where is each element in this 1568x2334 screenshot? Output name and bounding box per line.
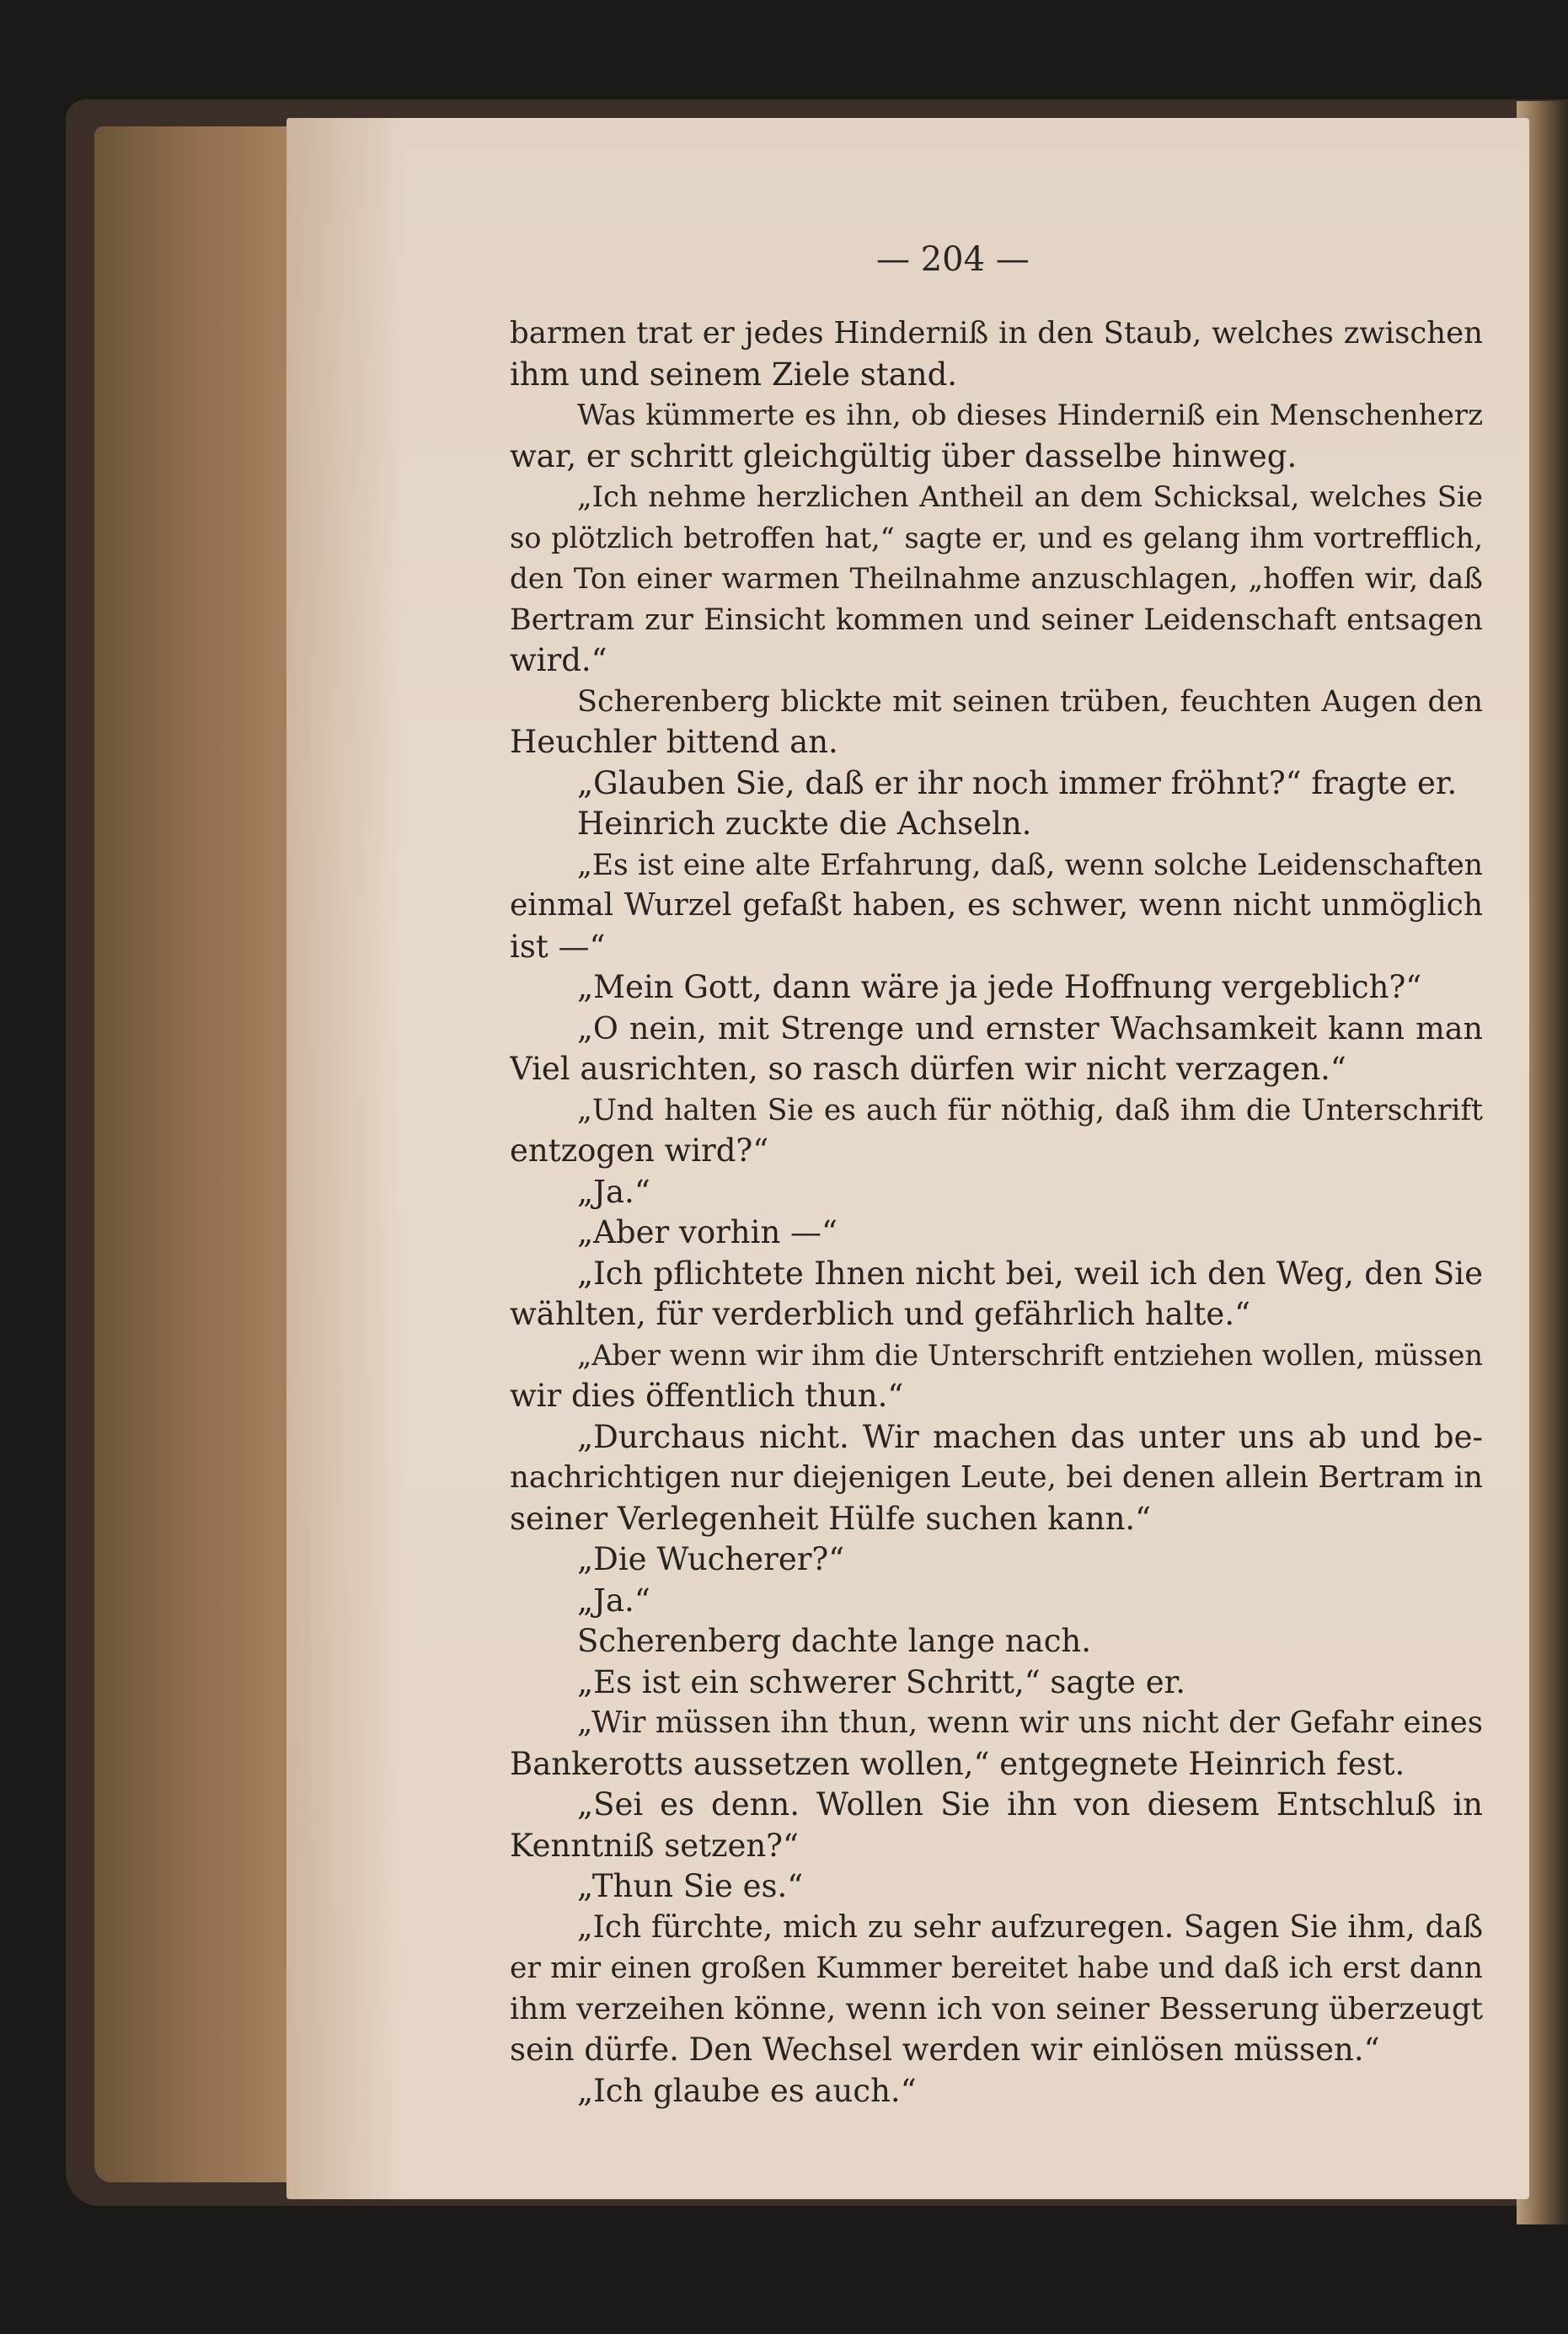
text-line: Scherenberg blickte mit seinen trüben, feuchten Augen den xyxy=(577,684,1483,719)
text-line: ist —“ xyxy=(510,928,606,965)
text-line: Bertram zur Einsicht kommen und seiner Leidenschaft entsagen xyxy=(510,602,1483,637)
text-line: „Ja.“ xyxy=(577,1173,650,1210)
text-line: war, er schritt gleichgültig über dasselbe hinweg. xyxy=(510,437,1298,474)
text-line: barmen trat er jedes Hinderniß in den Staub, welches zwischen xyxy=(510,316,1483,351)
text-line: wir dies öffentlich thun.“ xyxy=(510,1378,904,1414)
text-line: Viel ausrichten, so rasch dürfen wir nicht verzagen.“ xyxy=(510,1051,1346,1087)
text-line: Kenntniß setzen?“ xyxy=(510,1827,799,1864)
text-line: Heinrich zuckte die Achseln. xyxy=(577,806,1032,842)
text-line: „Durchaus nicht. Wir machen das unter uns ab und be- xyxy=(577,1418,1483,1455)
text-line: „Glauben Sie, daß er ihr noch immer fröhnt?“ fragte er. xyxy=(577,764,1458,801)
text-line: wählten, für verderblich und gefährlich halte.“ xyxy=(510,1296,1251,1332)
text-line: „Thun Sie es.“ xyxy=(577,1868,804,1904)
text-line: er mir einen großen Kummer bereitet habe und daß ich erst dann xyxy=(510,1951,1483,1985)
text-line: „Aber wenn wir ihm die Unterschrift entziehen wollen, müssen xyxy=(577,1338,1483,1372)
text-line: „Aber vorhin —“ xyxy=(577,1214,838,1250)
text-line: so plötzlich betroffen hat,“ sagte er, und es gelang ihm vortrefflich, xyxy=(510,521,1483,554)
page-number: — 204 — xyxy=(876,240,1030,279)
text-line: „Ich nehme herzlichen Antheil an dem Schicksal, welches Sie xyxy=(577,480,1483,514)
text-line: „Mein Gott, dann wäre ja jede Hoffnung vergeblich?“ xyxy=(577,969,1422,1005)
text-line: „Es ist eine alte Erfahrung, daß, wenn solche Leidenschaften xyxy=(577,848,1483,882)
body-text xyxy=(510,313,1483,2112)
text-line: „Und halten Sie es auch für nöthig, daß ihm die Unterschrift xyxy=(577,1093,1483,1127)
text-line: wird.“ xyxy=(510,642,607,678)
text-line: Scherenberg dachte lange nach. xyxy=(577,1623,1092,1659)
text-line: sein dürfe. Den Wechsel werden wir einlösen müssen.“ xyxy=(510,2032,1380,2068)
text-line: „Wir müssen ihn thun, wenn wir uns nicht der Gefahr eines xyxy=(577,1705,1483,1740)
text-line: „Ich glaube es auch.“ xyxy=(577,2072,917,2109)
text-line: „Es ist ein schwerer Schritt,“ sagte er. xyxy=(577,1663,1185,1700)
text-line: ihm und seinem Ziele stand. xyxy=(510,356,958,393)
text-line: „Sei es denn. Wollen Sie ihn von diesem Entschluß in xyxy=(577,1786,1483,1823)
text-line: „Ich pflichtete Ihnen nicht bei, weil ich den Weg, den Sie xyxy=(577,1255,1483,1292)
text-line: „Die Wucherer?“ xyxy=(577,1541,845,1577)
text-line: seiner Verlegenheit Hülfe suchen kann.“ xyxy=(510,1500,1152,1537)
text-line: Heuchler bittend an. xyxy=(510,724,838,760)
text-line: „Ja.“ xyxy=(577,1582,650,1619)
text-line: „O nein, mit Strenge und ernster Wachsamkeit kann man xyxy=(577,1009,1483,1047)
text-line: ihm verzeihen könne, wenn ich von seiner Besserung überzeugt xyxy=(510,1991,1483,2026)
page-gutter-shadow xyxy=(286,118,404,2199)
text-line: nachrichtigen nur diejenigen Leute, bei denen allein Bertram in xyxy=(510,1460,1483,1495)
text-line: „Ich fürchte, mich zu sehr aufzuregen. Sagen Sie ihm, daß xyxy=(577,1909,1483,1945)
text-line: den Ton einer warmen Theilnahme anzuschlagen, „hoffen wir, daß xyxy=(510,562,1483,596)
text-line: einmal Wurzel gefaßt haben, es schwer, wenn nicht unmöglich xyxy=(510,888,1483,923)
text-line: Bankerotts aussetzen wollen,“ entgegnete Heinrich fest. xyxy=(510,1745,1405,1782)
text-line: Was kümmerte es ihn, ob dieses Hinderniß ein Menschenherz xyxy=(577,399,1483,432)
text-line: entzogen wird?“ xyxy=(510,1132,769,1169)
